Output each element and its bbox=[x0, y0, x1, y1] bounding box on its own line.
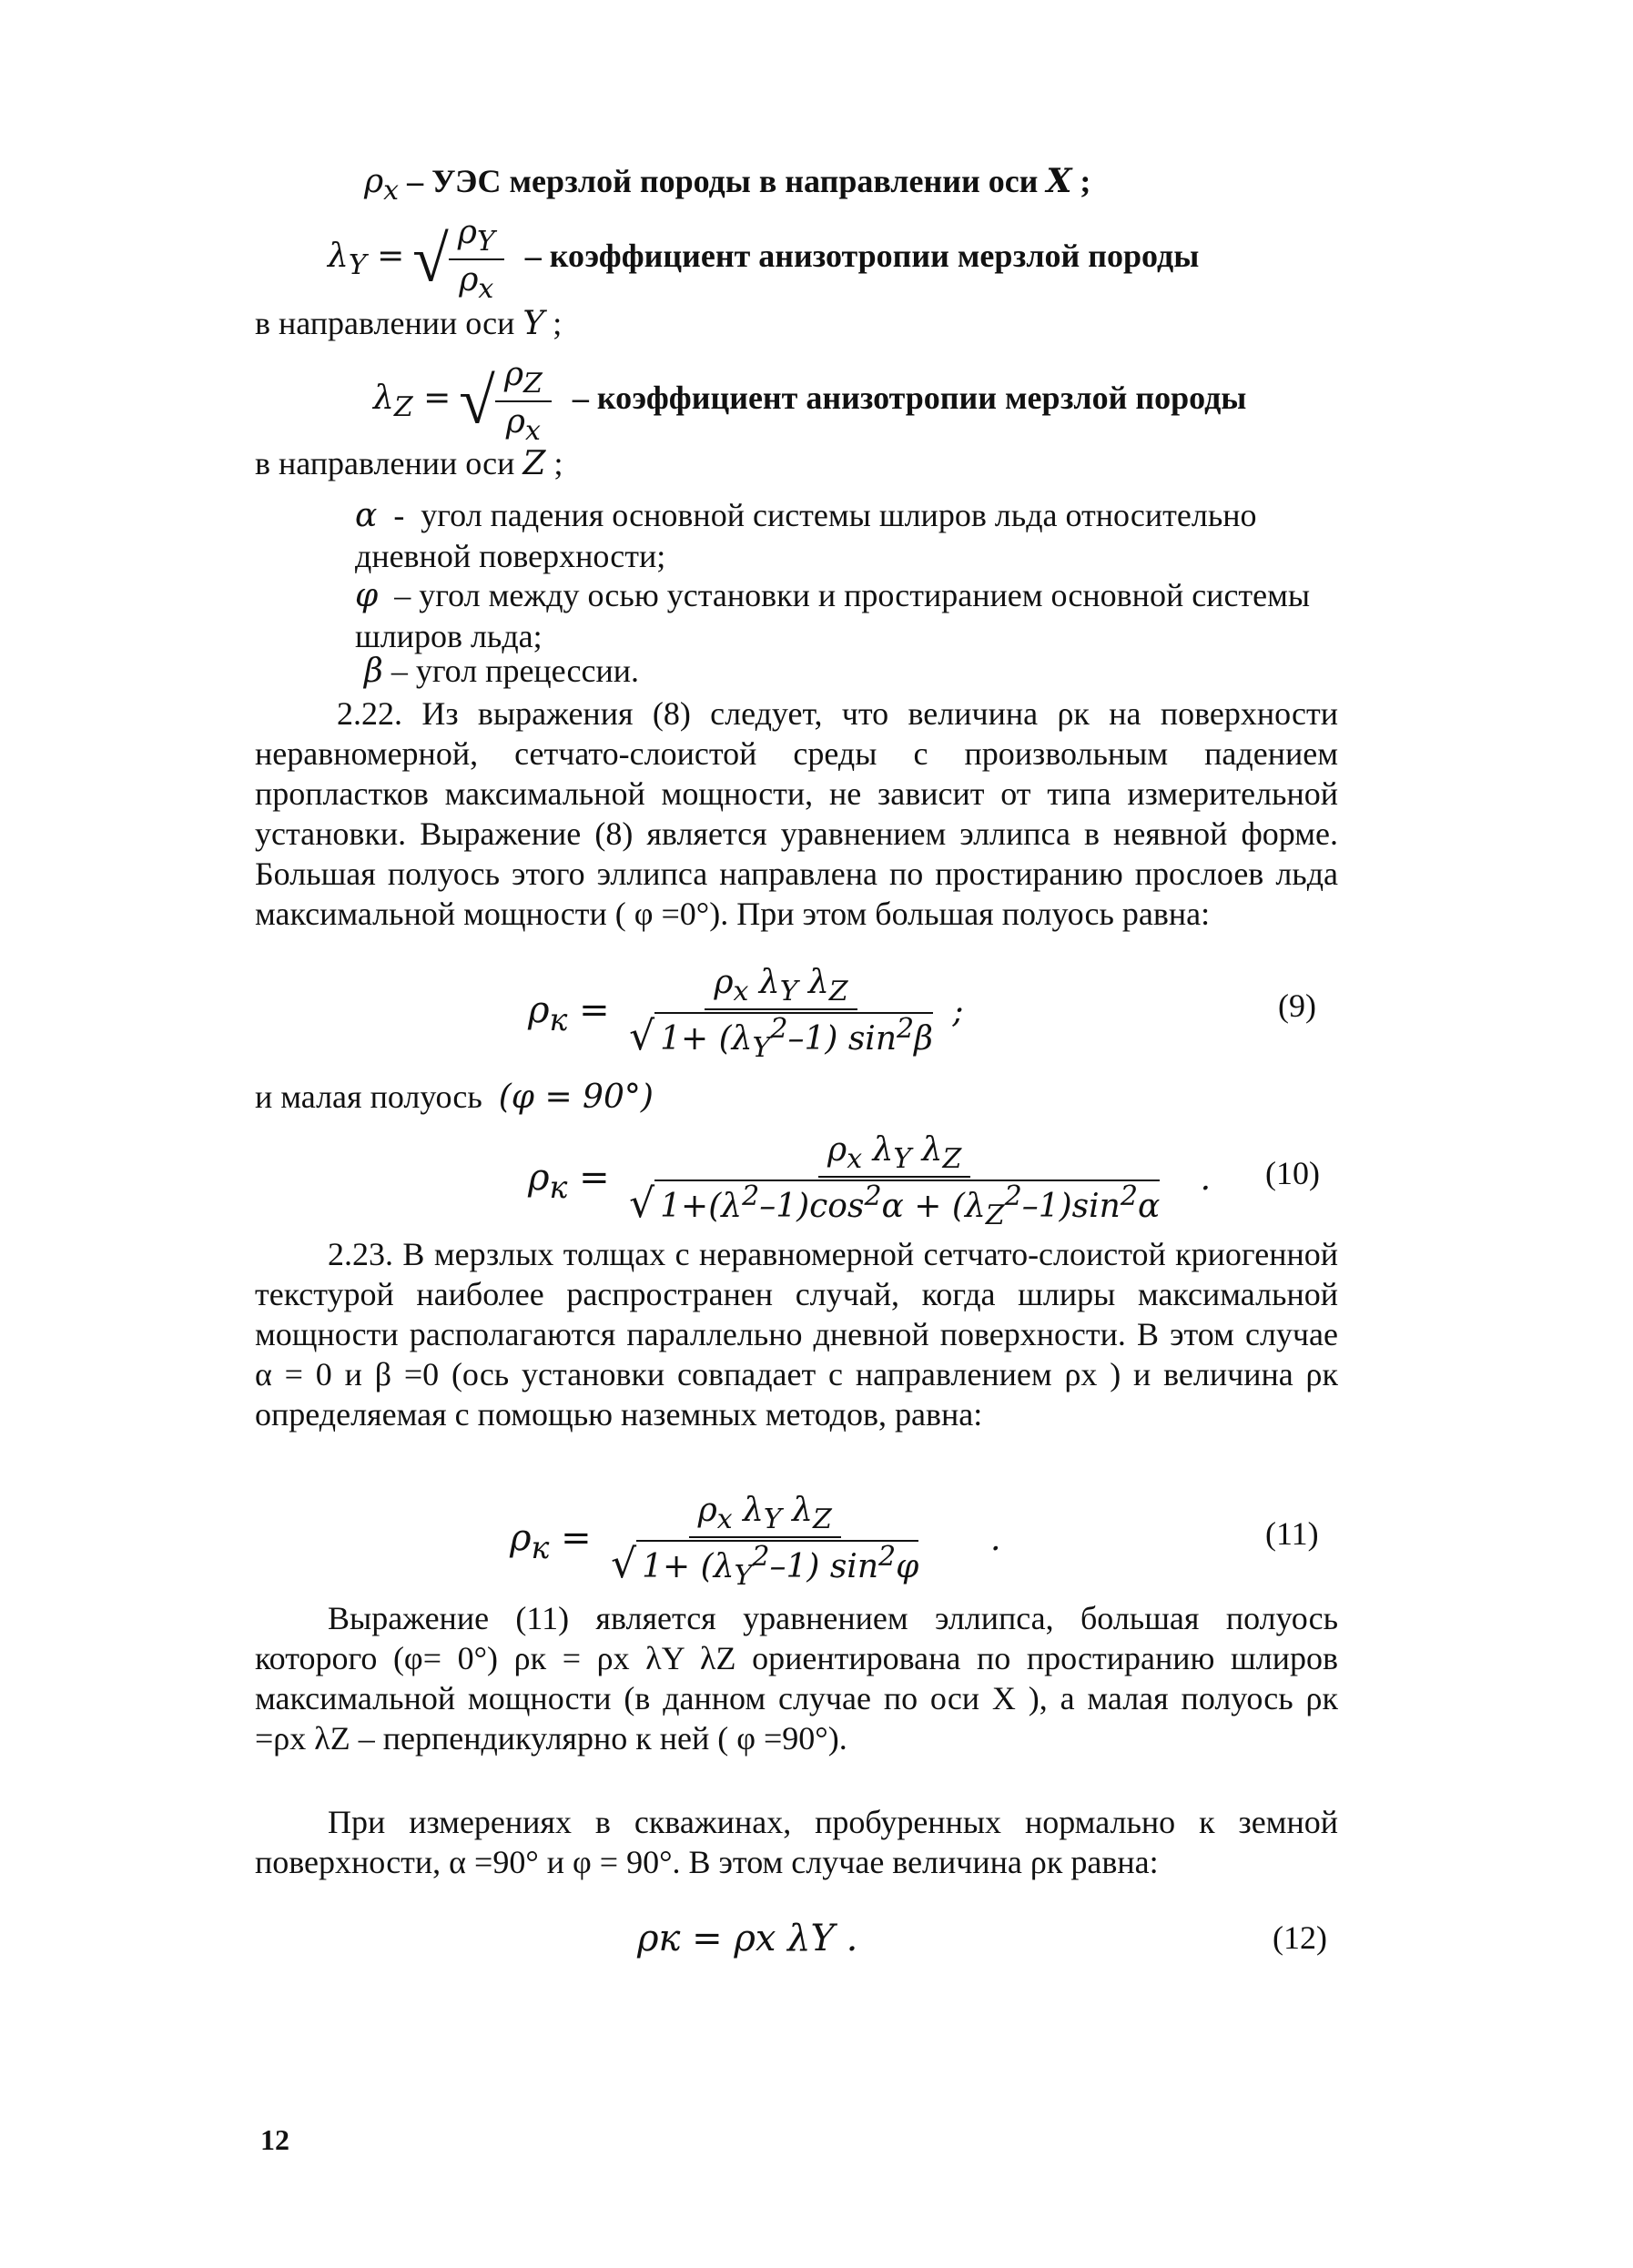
minor-axis-text: и малая полуось (φ = 90°) bbox=[255, 1078, 654, 1116]
paragraph-2-23: 2.23. В мерзлых толщах с неравномерной сетчато-слоистой криогенной текстурой наиболее распространен случай, когда шлиры максимальной мощности располагаются параллельно дневной поверхности. В этом случае α = 0 и β =0 (ось установки совпадает с направлением ρx ) и величина ρк определяемая с помощью наземных методов, равна: bbox=[255, 1236, 1338, 1433]
def-lambda-y: $\lambda_Y$ = √ $\frac{\rho_Y}{\rho_x}$ – коэффициент анизотропии мерзлой породы bbox=[328, 214, 1200, 306]
equation-9: $\rho_к$ = $\frac{\rho_x \lambda_Y \lambda_Z}{√ 1+ (\lambda_Y^2-1) \sin^2\beta}$ ; bbox=[528, 964, 964, 1065]
def-lambda-z: $\lambda_Z$ = √ $\frac{\rho_Z}{\rho_x}$ – коэффициент анизотропии мерзлой породы bbox=[373, 356, 1247, 448]
paragraph-2-22: 2.22. Из выражения (8) следует, что величина ρк на поверхности неравномерной, сетчато-слоистой среды с произвольным падением пропластков максимальной мощности, не зависит от типа измерительной установки. Выражение (8) является уравнением эллипса в неявной форме. Большая полуось этого эллипса направлена по простиранию прослоев льда максимальной мощности ( φ =0°). При этом большая полуось равна: bbox=[255, 695, 1338, 932]
equation-10: $\rho_к$ = $\frac{\rho_x \lambda_Y \lambda_Z}{√ 1+(\lambda^2-1)\cos^2\alpha + (\lambda_Z^2-1)\sin^2\alpha}$ . bbox=[528, 1131, 1212, 1232]
symbol-rho-x: $\rho_x$ bbox=[364, 163, 400, 208]
def-lambda-y-cont: в направлении оси Y ; bbox=[255, 305, 563, 342]
item-alpha: α - угол падения основной системы шлиров льда относительно дневной поверхности; bbox=[355, 497, 1257, 574]
equation-11: $\rho_к$ = $\frac{\rho_x \lambda_Y \lambda_Z}{√ 1+ (\lambda_Y^2-1) \sin^2\varphi}$ . bbox=[510, 1492, 1001, 1593]
def-rho-x-text: – УЭС мерзлой породы в направлении оси X ; bbox=[407, 162, 1091, 200]
def-rho-x bbox=[364, 164, 1090, 206]
paragraph-wells: При измерениях в скважинах, пробуренных нормально к земной поверхности, α =90° и φ = 90°. В этом случае величина ρк равна: bbox=[255, 1804, 1338, 1880]
equation-10-number: (10) bbox=[1265, 1155, 1320, 1191]
item-phi: φ – угол между осью установки и простиранием основной системы шлиров льда; bbox=[355, 577, 1311, 654]
equation-12: ρк = ρx λY . bbox=[637, 1918, 858, 1959]
page-number: 12 bbox=[260, 2123, 289, 2156]
paragraph-expression: Выражение (11) является уравнением эллипса, большая полуось которого (φ= 0°) ρк = ρx λY λZ ориентирована по простиранию шлиров максимальной мощности (в данном случае по оси X ), а малая полуось ρк =ρx λZ – перпендикулярно к ней ( φ =90°). bbox=[255, 1600, 1338, 1757]
equation-9-number: (9) bbox=[1278, 987, 1316, 1024]
item-beta: β – угол прецессии. bbox=[364, 653, 640, 690]
def-lambda-z-cont: в направлении оси Z ; bbox=[255, 445, 563, 482]
equation-12-number: (12) bbox=[1273, 1919, 1327, 1956]
equation-11-number: (11) bbox=[1265, 1515, 1319, 1552]
